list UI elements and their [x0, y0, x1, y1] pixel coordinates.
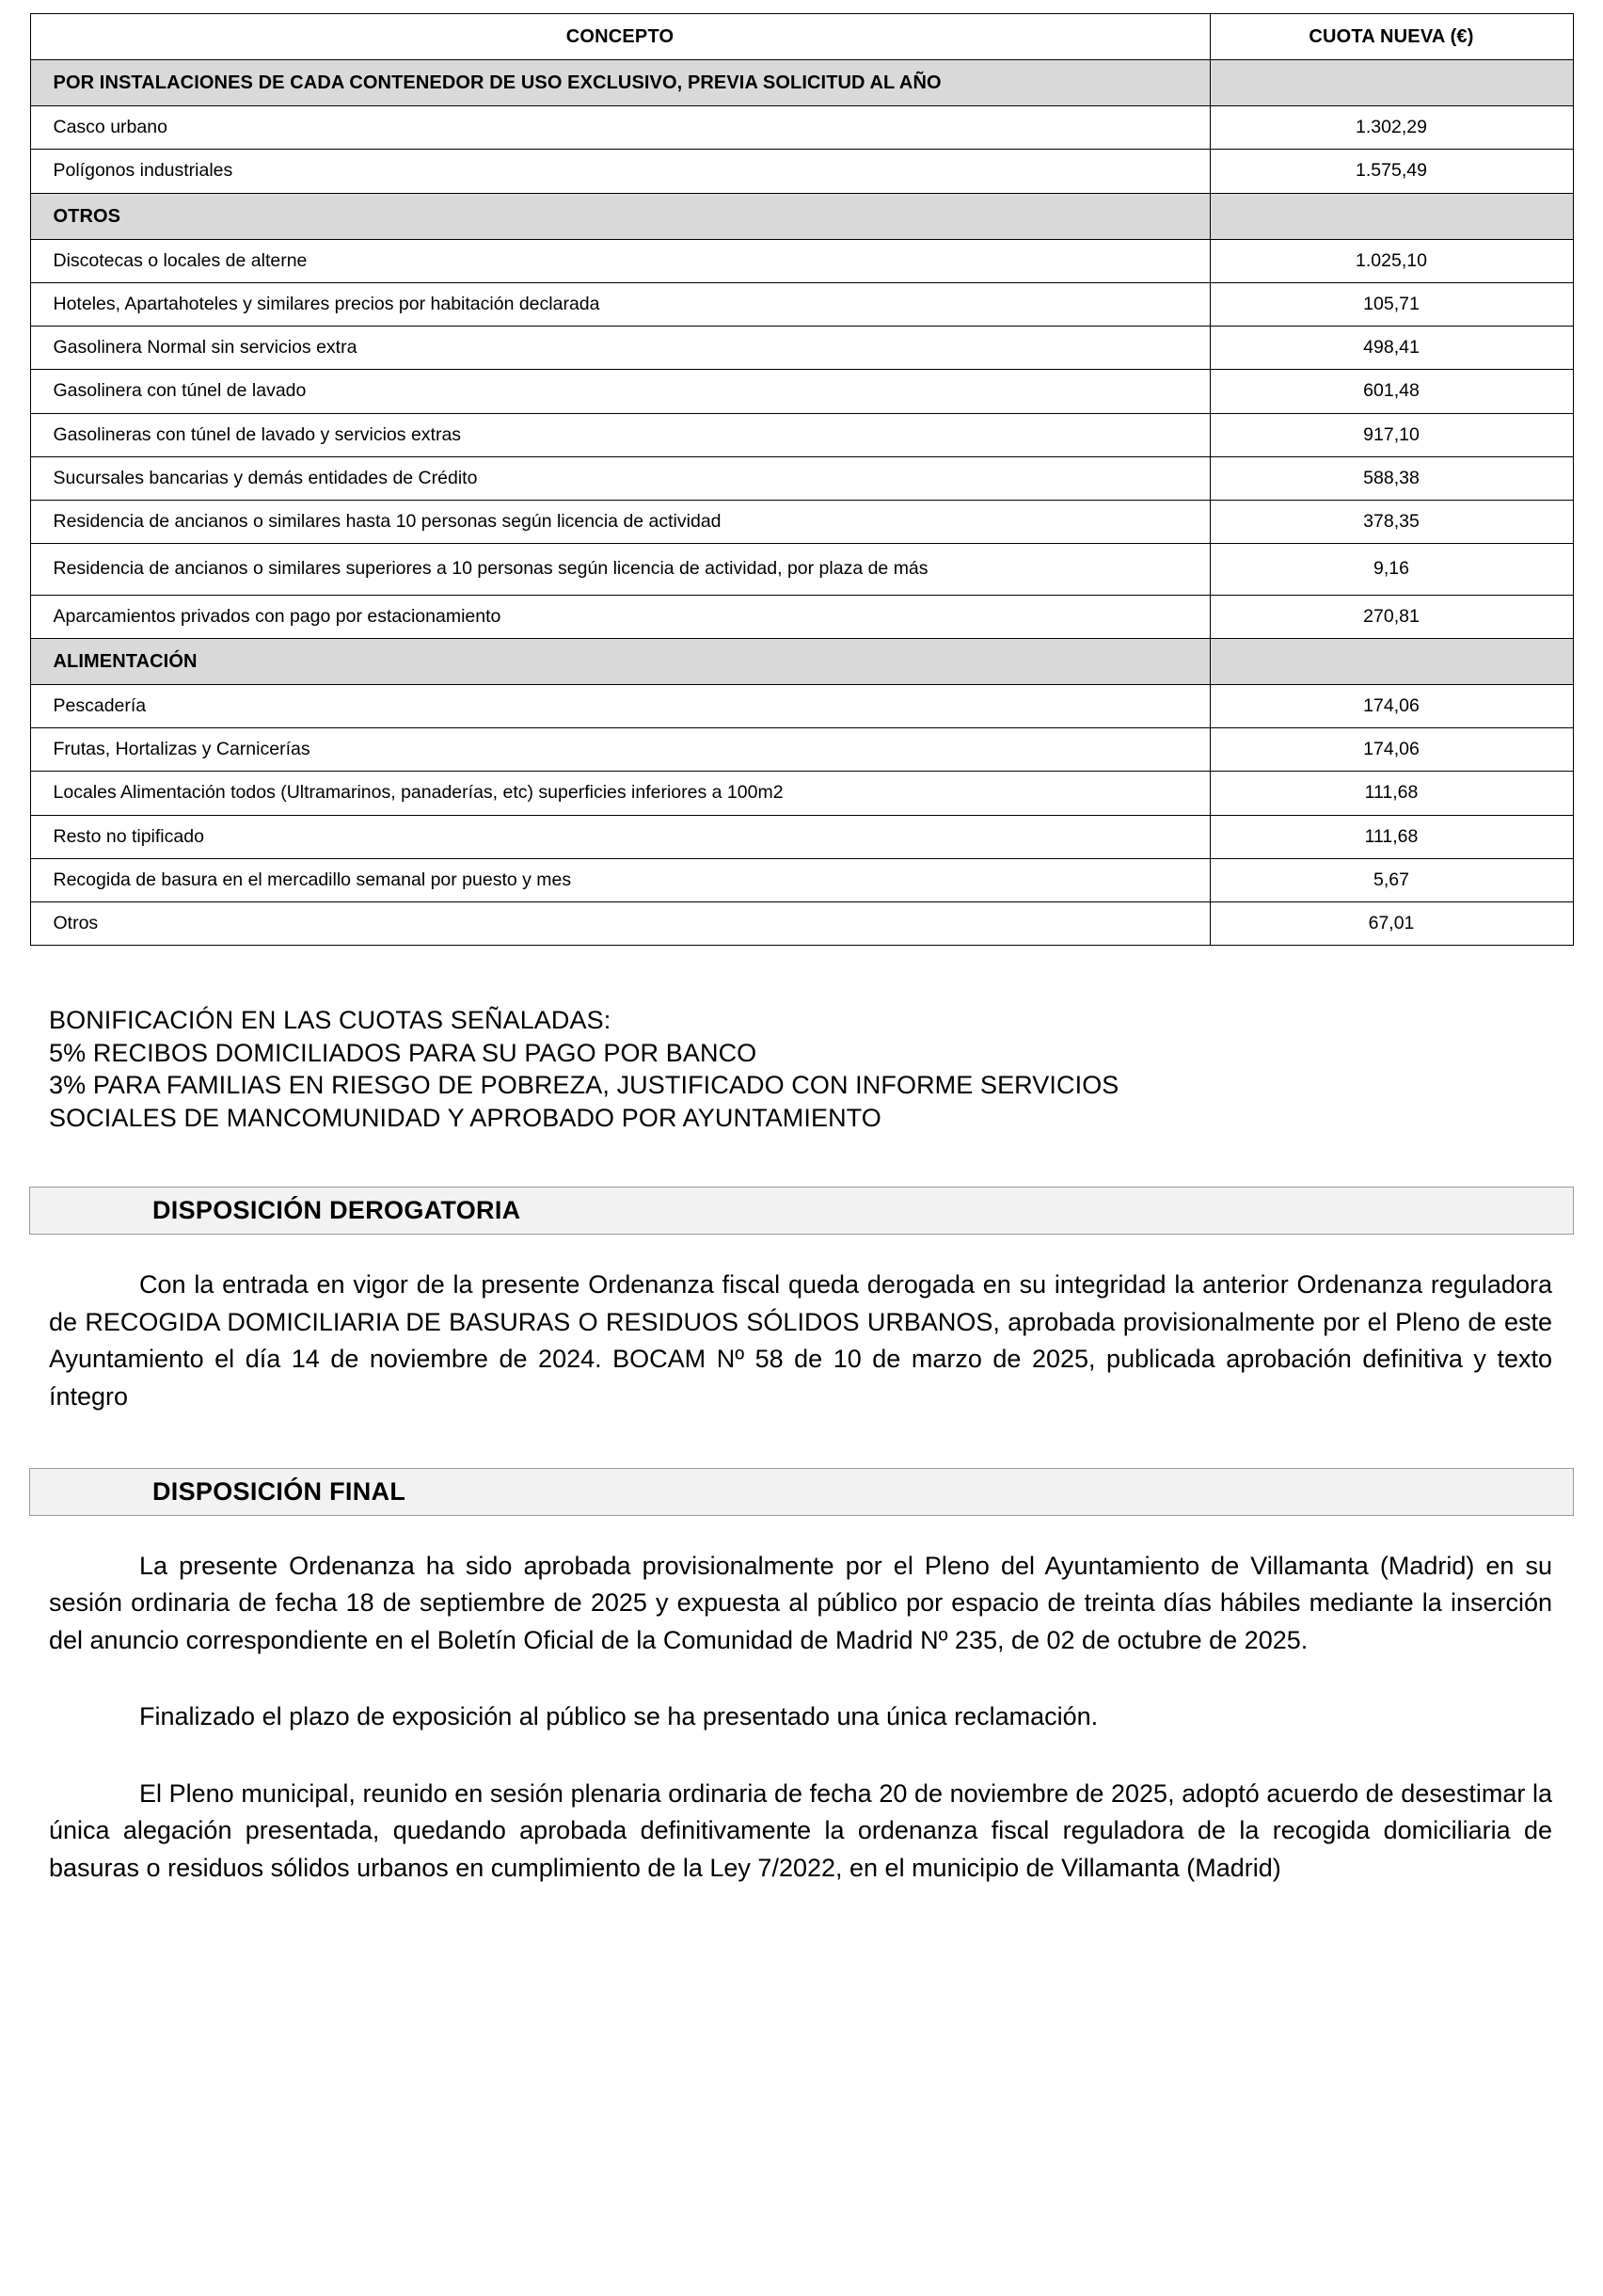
- section-label: OTROS: [30, 193, 1210, 239]
- section-amount: [1210, 193, 1573, 239]
- row-concept: Aparcamientos privados con pago por estacionamiento: [30, 595, 1210, 638]
- row-concept: Casco urbano: [30, 106, 1210, 150]
- bonificacion-line-1: BONIFICACIÓN EN LAS CUOTAS SEÑALADAS:: [49, 1006, 611, 1035]
- row-amount: 174,06: [1210, 684, 1573, 727]
- row-amount: 67,01: [1210, 902, 1573, 946]
- fees-table: [30, 13, 1574, 946]
- heading-disposicion-final: DISPOSICIÓN FINAL: [29, 1468, 1574, 1516]
- table-row: [30, 106, 1573, 150]
- row-concept: Resto no tipificado: [30, 815, 1210, 858]
- bonificacion-line-4: SOCIALES DE MANCOMUNIDAD Y APROBADO POR AYUNTAMIENTO: [49, 1103, 881, 1132]
- row-amount: 111,68: [1210, 772, 1573, 815]
- row-amount: 917,10: [1210, 413, 1573, 456]
- table-row: [30, 239, 1573, 282]
- bonificacion-line-3: 3% PARA FAMILIAS EN RIESGO DE POBREZA, JUSTIFICADO CON INFORME SERVICIOS: [49, 1071, 1119, 1100]
- table-row: [30, 456, 1573, 500]
- bonificacion-line-2: 5% RECIBOS DOMICILIADOS PARA SU PAGO POR BANCO: [49, 1038, 757, 1067]
- row-amount: 378,35: [1210, 501, 1573, 544]
- row-concept: Gasolinera con túnel de lavado: [30, 370, 1210, 413]
- final-paragraph-1: La presente Ordenanza ha sido aprobada provisionalmente por el Pleno del Ayuntamiento de Villamanta (Madrid) en su sesión ordinaria de fecha 18 de septiembre de 2025 y expuesta al público por espacio de treinta días hábiles mediante la inserción del anuncio correspondiente en el Boletín Oficial de la Comunidad de Madrid Nº 235, de 02 de octubre de 2025.: [49, 1552, 1552, 1654]
- section-label: ALIMENTACIÓN: [30, 638, 1210, 684]
- section-amount: [1210, 638, 1573, 684]
- row-amount: 270,81: [1210, 595, 1573, 638]
- table-body: [30, 60, 1573, 946]
- row-concept: Recogida de basura en el mercadillo semanal por puesto y mes: [30, 858, 1210, 901]
- row-amount: 498,41: [1210, 327, 1573, 370]
- table-row: [30, 327, 1573, 370]
- row-concept: Gasolinera Normal sin servicios extra: [30, 327, 1210, 370]
- row-amount: 588,38: [1210, 456, 1573, 500]
- row-concept: Residencia de ancianos o similares superiores a 10 personas según licencia de actividad, por plaza de más: [30, 544, 1210, 595]
- table-row: [30, 728, 1573, 772]
- table-row: [30, 501, 1573, 544]
- table-row: [30, 815, 1573, 858]
- section-amount: [1210, 60, 1573, 106]
- row-concept: Sucursales bancarias y demás entidades de Crédito: [30, 456, 1210, 500]
- table-row: [30, 858, 1573, 901]
- row-concept: Pescadería: [30, 684, 1210, 727]
- table-row: [30, 150, 1573, 193]
- table-section-row: [30, 193, 1573, 239]
- column-header-cuota: CUOTA NUEVA (€): [1210, 14, 1573, 60]
- row-concept: Otros: [30, 902, 1210, 946]
- row-concept: Locales Alimentación todos (Ultramarinos, panaderías, etc) superficies inferiores a 100m2: [30, 772, 1210, 815]
- row-concept: Residencia de ancianos o similares hasta 10 personas según licencia de actividad: [30, 501, 1210, 544]
- table-row: [30, 370, 1573, 413]
- row-amount: 1.575,49: [1210, 150, 1573, 193]
- table-row: [30, 282, 1573, 326]
- table-section-row: [30, 638, 1573, 684]
- bonificacion-block: [49, 1004, 1575, 1134]
- final-paragraph-3: El Pleno municipal, reunido en sesión plenaria ordinaria de fecha 20 de noviembre de 2025, adoptó acuerdo de desestimar la única alegación presentada, quedando aprobada definitivamente la ordenanza fiscal reguladora de la recogida domiciliaria de basuras o residuos sólidos urbanos en cumplimiento de la Ley 7/2022, en el municipio de Villamanta (Madrid): [49, 1778, 1552, 1882]
- row-concept: Gasolineras con túnel de lavado y servicios extras: [30, 413, 1210, 456]
- row-amount: 1.025,10: [1210, 239, 1573, 282]
- table-row: [30, 413, 1573, 456]
- heading-disposicion-derogatoria: DISPOSICIÓN DEROGATORIA: [29, 1187, 1574, 1235]
- derogatoria-paragraph: Con la entrada en vigor de la presente Ordenanza fiscal queda derogada en su integridad la anterior Ordenanza reguladora de RECOGIDA DOMICILIARIA DE BASURAS O RESIDUOS SÓLIDOS URBANOS, aprobada provisionalmente por el Pleno de este Ayuntamiento el día 14 de noviembre de 2024. BOCAM Nº 58 de 10 de marzo de 2025, publicada aprobación definitiva y texto íntegro: [49, 1270, 1552, 1411]
- row-concept: Polígonos industriales: [30, 150, 1210, 193]
- table-row: [30, 772, 1573, 815]
- final-paragraph-2: Finalizado el plazo de exposición al público se ha presentado una única reclamación.: [139, 1702, 1099, 1731]
- row-amount: 601,48: [1210, 370, 1573, 413]
- table-row: [30, 544, 1573, 595]
- table-row: [30, 902, 1573, 946]
- row-amount: 9,16: [1210, 544, 1573, 595]
- table-row: [30, 684, 1573, 727]
- section-label: POR INSTALACIONES DE CADA CONTENEDOR DE USO EXCLUSIVO, PREVIA SOLICITUD AL AÑO: [30, 60, 1210, 106]
- table-row: [30, 595, 1573, 638]
- row-amount: 1.302,29: [1210, 106, 1573, 150]
- row-concept: Discotecas o locales de alterne: [30, 239, 1210, 282]
- row-amount: 5,67: [1210, 858, 1573, 901]
- row-concept: Hoteles, Apartahoteles y similares precios por habitación declarada: [30, 282, 1210, 326]
- table-section-row: [30, 60, 1573, 106]
- table-header-row: [30, 14, 1573, 60]
- row-amount: 174,06: [1210, 728, 1573, 772]
- row-amount: 105,71: [1210, 282, 1573, 326]
- row-amount: 111,68: [1210, 815, 1573, 858]
- column-header-concepto: CONCEPTO: [30, 14, 1210, 60]
- row-concept: Frutas, Hortalizas y Carnicerías: [30, 728, 1210, 772]
